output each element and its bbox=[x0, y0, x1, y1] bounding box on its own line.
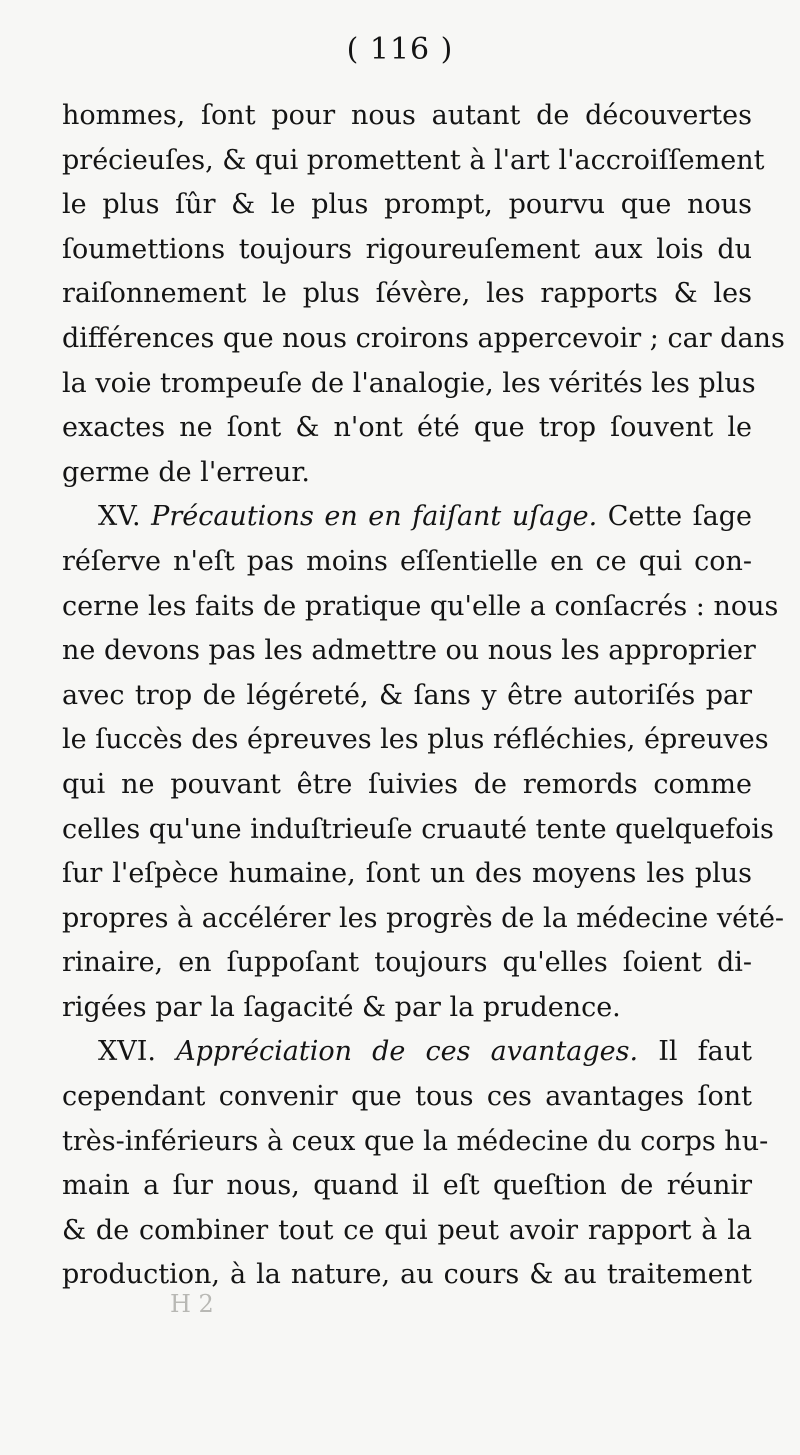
text-line: qui ne pouvant être ſuivies de remords comme bbox=[62, 768, 752, 800]
text-line: & de combiner tout ce qui peut avoir rapport à la bbox=[62, 1214, 752, 1246]
text-line: celles qu'une induſtrieuſe cruauté tente quelquefois bbox=[62, 813, 774, 845]
text-line: avec trop de légéreté, & ſans y être autoriſés par bbox=[62, 679, 752, 711]
section-xv-heading-line bbox=[62, 495, 752, 540]
text-line: le ſuccès des épreuves les plus réfléchies, épreuves bbox=[62, 724, 769, 756]
body-text bbox=[62, 94, 785, 1298]
text-line: germe de l'erreur. bbox=[62, 456, 310, 488]
text-line: ſoumettions toujours rigoureuſement aux lois du bbox=[62, 233, 752, 265]
section-xv-first-line-rest: Cette ſage bbox=[607, 501, 752, 533]
text-line: la voie trompeuſe de l'analogie, les vérités les plus bbox=[62, 367, 756, 399]
section-xvi-title: Appréciation de ces avantages. bbox=[176, 1036, 639, 1068]
page-number: ( 116 ) bbox=[346, 32, 454, 67]
section-xv-title: Précautions en en faiſant uſage. bbox=[151, 501, 598, 533]
text-line: propres à accélérer les progrès de la médecine vété- bbox=[62, 902, 785, 934]
text-line: réſerve n'eſt pas moins eſſentielle en ce qui con- bbox=[62, 545, 752, 577]
section-xvi-first-line-rest: Il faut bbox=[658, 1036, 752, 1068]
signature-mark: H 2 bbox=[170, 1290, 214, 1318]
text-line: rigées par la ſagacité & par la prudence. bbox=[62, 991, 621, 1023]
text-line: exactes ne ſont & n'ont été que trop ſouvent le bbox=[62, 412, 752, 444]
text-line: raiſonnement le plus ſévère, les rapports & les bbox=[62, 278, 752, 310]
section-xvi-number: XVI. bbox=[98, 1036, 156, 1068]
section-xv-number: XV. bbox=[98, 501, 141, 533]
text-line: cerne les faits de pratique qu'elle a conſacrés : nous bbox=[62, 590, 779, 622]
text-line: hommes, ſont pour nous autant de découvertes bbox=[62, 100, 752, 131]
text-line: le plus ſûr & le plus prompt, pourvu que nous bbox=[62, 189, 752, 221]
text-line: très-inférieurs à ceux que la médecine du corps hu- bbox=[62, 1125, 769, 1157]
text-line: précieuſes, & qui promettent à l'art l'accroiſſement bbox=[62, 144, 765, 176]
text-line: production, à la nature, au cours & au traitement bbox=[62, 1259, 752, 1291]
text-line: main a ſur nous, quand il eſt queſtion de réunir bbox=[62, 1170, 752, 1202]
text-line: ſur l'eſpèce humaine, ſont un des moyens les plus bbox=[62, 858, 752, 890]
text-line: ne devons pas les admettre ou nous les approprier bbox=[62, 635, 756, 667]
text-line: différences que nous croirons appercevoir ; car dans bbox=[62, 322, 785, 354]
section-xvi-heading-line bbox=[62, 1030, 752, 1075]
text-line: cependant convenir que tous ces avantages ſont bbox=[62, 1081, 752, 1113]
text-line: rinaire, en ſuppoſant toujours qu'elles ſoient di- bbox=[62, 947, 752, 979]
